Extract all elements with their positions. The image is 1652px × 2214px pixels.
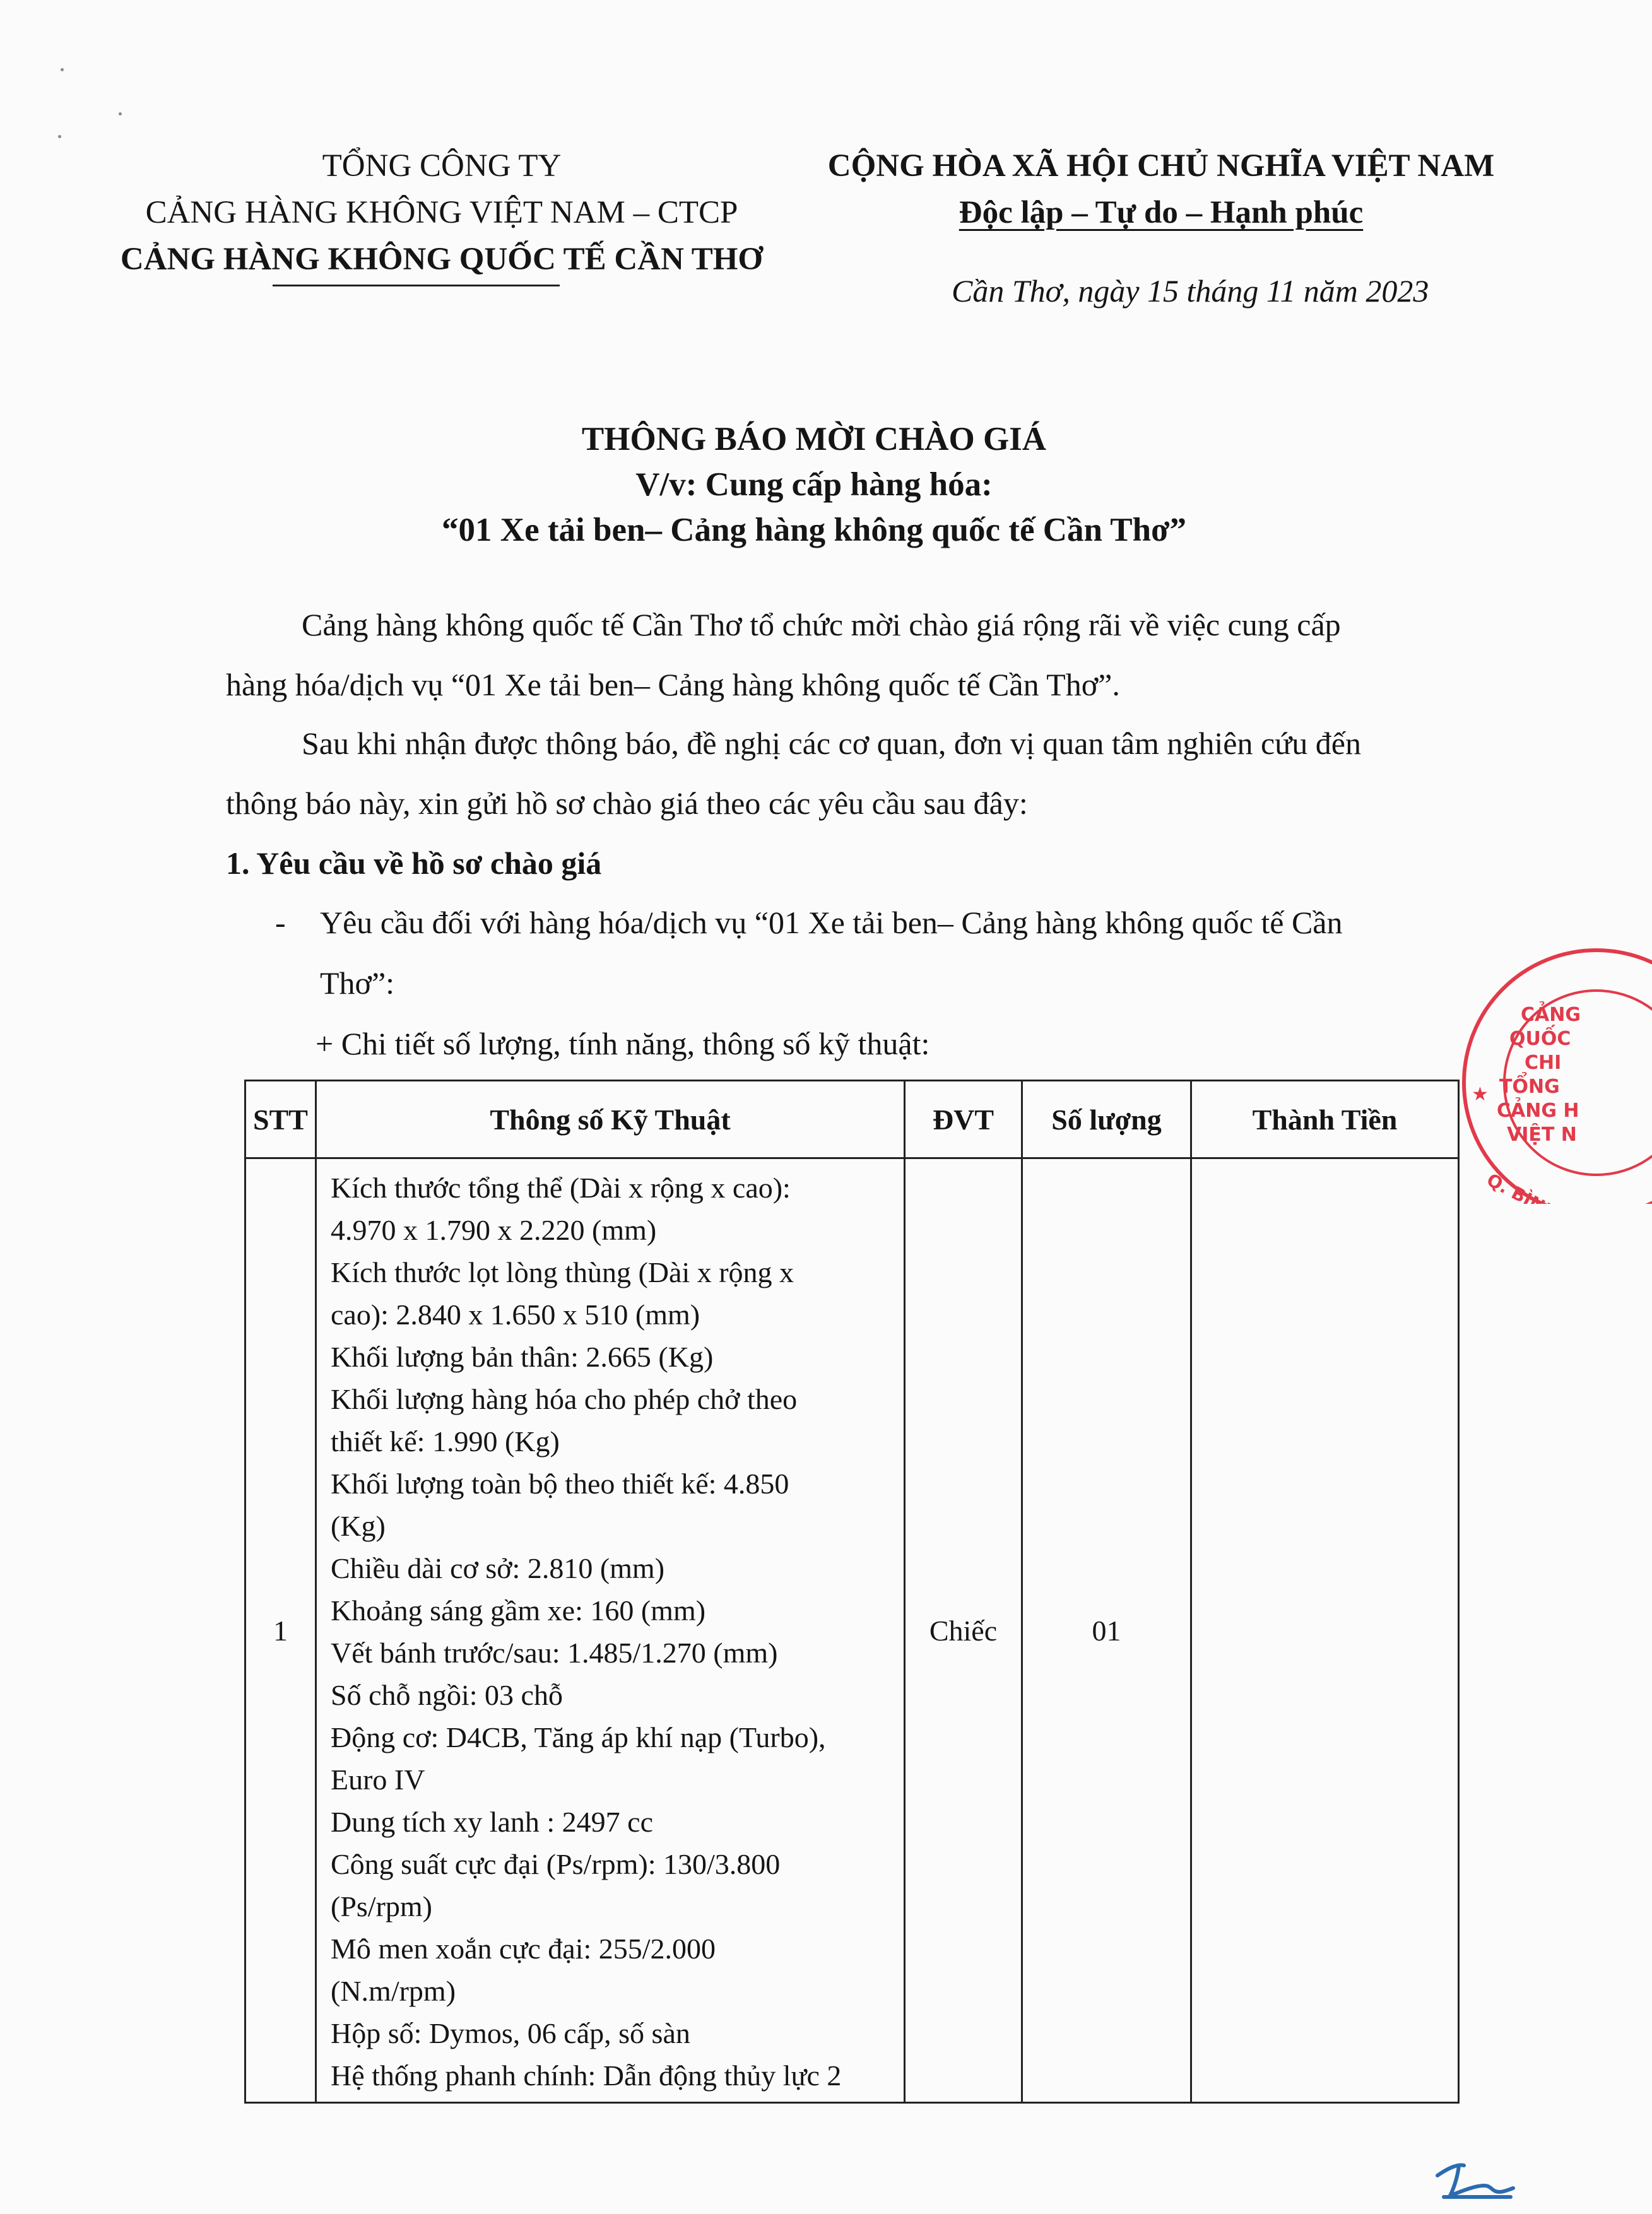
spec-line: Chiều dài cơ sở: 2.810 (mm) xyxy=(331,1552,665,1584)
spec-line: Khối lượng hàng hóa cho phép chở theo xyxy=(331,1383,798,1415)
initials-graphic xyxy=(1431,2158,1519,2202)
spec-line: thiết kế: 1.990 (Kg) xyxy=(331,1425,560,1457)
spec-line: Số chỗ ngồi: 03 chỗ xyxy=(331,1679,563,1711)
spec-table xyxy=(244,1080,1460,2104)
nation-line-1: CỘNG HÒA XÃ HỘI CHỦ NGHĨA VIỆT NAM xyxy=(827,148,1495,184)
spec-line: 4.970 x 1.790 x 2.220 (mm) xyxy=(331,1214,657,1246)
org-line-1: TỔNG CÔNG TY xyxy=(322,148,562,184)
paragraph-1-line-1: Cảng hàng không quốc tế Cần Thơ tổ chức mời chào giá rộng rãi về việc cung cấp xyxy=(302,607,1341,642)
spec-line: Kích thước lọt lòng thùng (Dài x rộng x xyxy=(331,1256,794,1288)
title-main: THÔNG BÁO MỜI CHÀO GIÁ xyxy=(581,421,1047,457)
seal-star: ★ xyxy=(1472,1083,1489,1105)
org-line-2: CẢNG HÀNG KHÔNG VIỆT NAM – CTCP xyxy=(145,195,738,230)
spec-line: Động cơ: D4CB, Tăng áp khí nạp (Turbo), xyxy=(331,1721,826,1753)
org-header xyxy=(95,143,789,283)
seal-text-line-4: TỔNG xyxy=(1499,1076,1560,1098)
spec-line: Hộp số: Dymos, 06 cấp, số sàn xyxy=(331,2017,690,2049)
spec-line: Vết bánh trước/sau: 1.485/1.270 (mm) xyxy=(331,1637,778,1669)
cell-quantity: 01 xyxy=(1022,1158,1191,2103)
bullet-dash: - xyxy=(275,905,286,940)
scan-speck xyxy=(58,135,61,138)
paragraph-2-line-1: Sau khi nhận được thông báo, đề nghị các cơ quan, đơn vị quan tâm nghiên cứu đến xyxy=(302,726,1361,761)
scan-speck xyxy=(119,112,122,115)
company-seal xyxy=(1450,931,1652,1204)
date-line: Cần Thơ, ngày 15 tháng 11 năm 2023 xyxy=(952,273,1429,309)
seal-text-line-5: CẢNG H xyxy=(1497,1100,1579,1122)
paragraph-1-line-2: hàng hóa/dịch vụ “01 Xe tải ben– Cảng hàng không quốc tế Cần Thơ”. xyxy=(226,667,1120,702)
sub-bullet: + Chi tiết số lượng, tính năng, thông số kỹ thuật: xyxy=(316,1026,930,1061)
bullet-1-line-2: Thơ”: xyxy=(320,965,395,1001)
spec-line: Công suất cực đại (Ps/rpm): 130/3.800 xyxy=(331,1848,781,1880)
spec-line: Hệ thống phanh chính: Dẫn động thủy lực 2 xyxy=(331,2059,842,2092)
seal-text-line-3: CHI xyxy=(1525,1052,1562,1074)
spec-line: Khối lượng bản thân: 2.665 (Kg) xyxy=(331,1341,714,1373)
spec-line: Mô men xoắn cực đại: 255/2.000 xyxy=(331,1933,716,1965)
title-quote: “01 Xe tải ben– Cảng hàng không quốc tế Cần Thơ” xyxy=(442,512,1186,548)
spec-line: Dung tích xy lanh : 2497 cc xyxy=(331,1806,654,1838)
spec-line: Khoảng sáng gầm xe: 160 (mm) xyxy=(331,1594,706,1627)
spec-line: (N.m/rpm) xyxy=(331,1975,456,2007)
handwritten-initials xyxy=(1431,2158,1519,2205)
seal-bottom-text xyxy=(1484,1167,1617,1204)
col-header-quantity: Số lượng xyxy=(1022,1081,1191,1158)
col-header-unit: ĐVT xyxy=(905,1081,1022,1158)
document-title xyxy=(316,416,1313,553)
org-line-3: CẢNG HÀNG KHÔNG QUỐC TẾ CẦN THƠ xyxy=(120,242,764,277)
spec-line: (Kg) xyxy=(331,1510,386,1542)
nation-line-2 xyxy=(795,189,1527,236)
spec-list xyxy=(317,1167,904,2097)
cell-stt: 1 xyxy=(245,1158,316,2103)
spec-line: Euro IV xyxy=(331,1764,425,1796)
seal-graphic xyxy=(1450,931,1652,1204)
col-header-spec: Thông số Kỹ Thuật xyxy=(316,1081,905,1158)
spec-line: cao): 2.840 x 1.650 x 510 (mm) xyxy=(331,1298,700,1331)
cell-amount xyxy=(1191,1158,1459,2103)
spec-line: (Ps/rpm) xyxy=(331,1890,432,1923)
table-header-row xyxy=(245,1081,1459,1158)
col-header-stt: STT xyxy=(245,1081,316,1158)
paragraph-2-line-2: thông báo này, xin gửi hồ sơ chào giá theo các yêu cầu sau đây: xyxy=(226,786,1028,821)
spec-line: Kích thước tổng thể (Dài x rộng x cao): xyxy=(331,1172,791,1204)
spec-line: Khối lượng toàn bộ theo thiết kế: 4.850 xyxy=(331,1468,789,1500)
seal-text-line-1: CẢNG xyxy=(1521,1004,1581,1026)
table-row xyxy=(245,1158,1459,2103)
scan-speck xyxy=(61,68,64,71)
seal-text-line-2: QUỐC xyxy=(1509,1028,1571,1050)
org-underline xyxy=(273,285,560,286)
cell-unit: Chiếc xyxy=(905,1158,1022,2103)
cell-specs xyxy=(316,1158,905,2103)
seal-text-line-6: VIỆT N xyxy=(1507,1124,1577,1146)
nation-motto: Độc lập – Tự do – Hạnh phúc xyxy=(959,195,1364,230)
bullet-1-line-1: Yêu cầu đối với hàng hóa/dịch vụ “01 Xe tải ben– Cảng hàng không quốc tế Cần xyxy=(320,905,1343,940)
section-1-heading: 1. Yêu cầu về hồ sơ chào giá xyxy=(226,845,602,881)
col-header-amount: Thành Tiền xyxy=(1191,1081,1459,1158)
title-subject: V/v: Cung cấp hàng hóa: xyxy=(635,466,993,503)
